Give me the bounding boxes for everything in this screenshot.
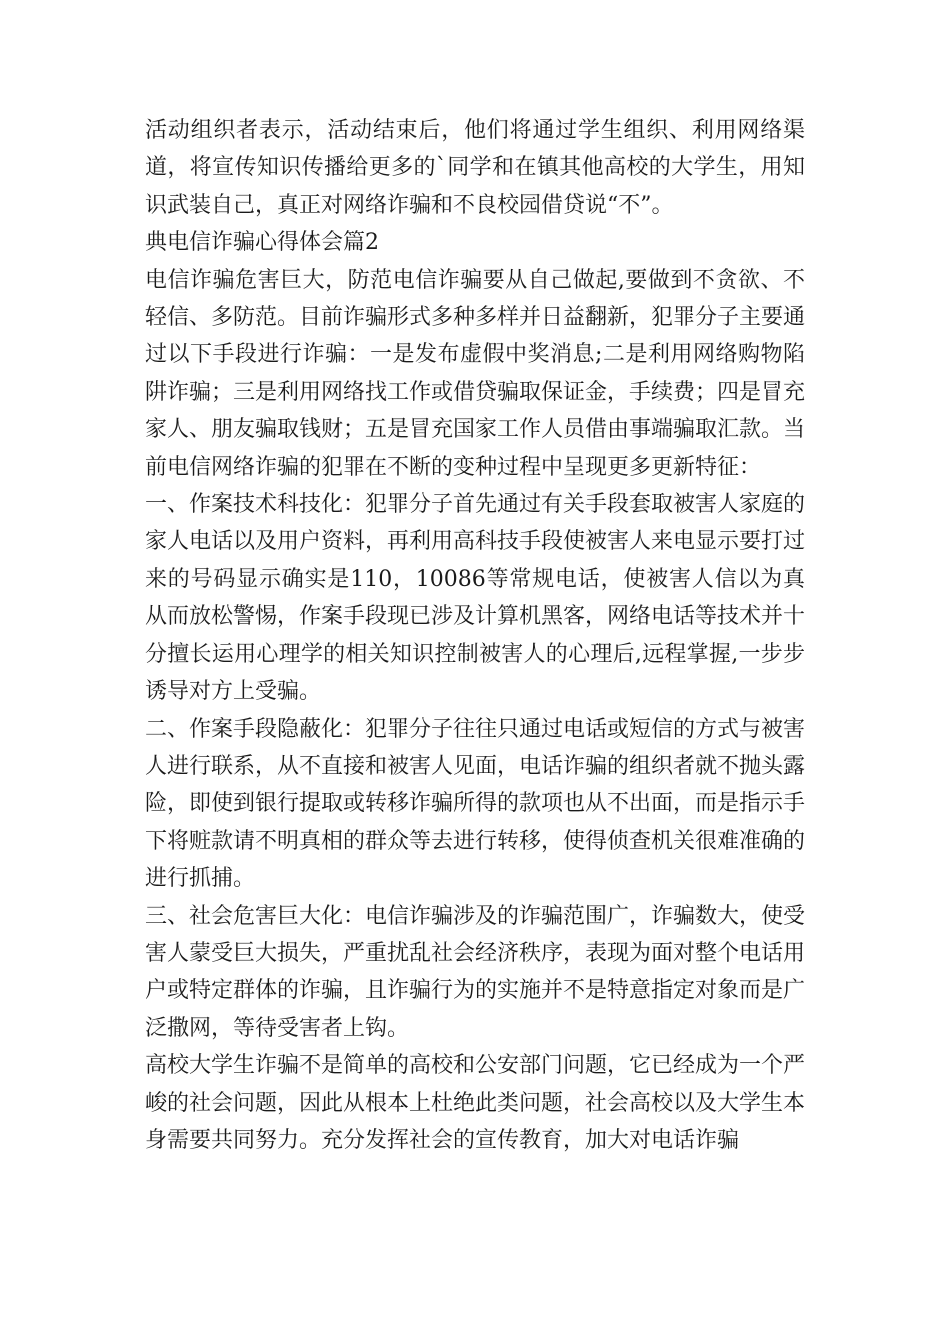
paragraph-point-three: 三、社会危害巨大化：电信诈骗涉及的诈骗范围广，诈骗数大，使受害人蒙受巨大损失，严重扰乱社会经济秩序，表现为面对整个电话用户或特定群体的诈骗，且诈骗行为的实施并不是特意指定对象而是广泛撒网，等待受害者上钩。 [145,903,806,1041]
paragraph-conclusion: 高校大学生诈骗不是简单的高校和公安部门问题，它已经成为一个严峻的社会问题，因此从根本上杜绝此类问题，社会高校以及大学生本身需要共同努力。充分发挥社会的宣传教育，加大对电话诈骗 [145,1053,806,1153]
paragraph-point-one: 一、作案技术科技化：犯罪分子首先通过有关手段套取被害人家庭的家人电话以及用户资料，再利用高科技手段使被害人来电显示要打过来的号码显示确实是110，10086等常规电话，使被害人信以为真从而放松警惕，作案手段现已涉及计算机黑客，网络电话等技术并十分擅长运用心理学的相关知识控制被害人的心理后,远程掌握,一步步诱导对方上受骗。 [145,492,806,705]
section-heading: 典电信诈骗心得体会篇2 [145,230,379,256]
paragraph-point-two: 二、作案手段隐蔽化：犯罪分子往往只通过电话或短信的方式与被害人进行联系，从不直接和被害人见面，电话诈骗的组织者就不抛头露险，即使到银行提取或转移诈骗所得的款项也从不出面，而是指示手下将赃款请不明真相的群众等去进行转移，使得侦查机关很难准确的进行抓捕。 [145,716,806,892]
document-body [145,112,805,1159]
paragraph-fraud-overview: 电信诈骗危害巨大，防范电信诈骗要从自己做起,要做到不贪欲、不轻信、多防范。目前诈骗形式多种多样并日益翻新，犯罪分子主要通过以下手段进行诈骗：一是发布虚假中奖消息;二是利用网络购物陷阱诈骗；三是利用网络找工作或借贷骗取保证金，手续费；四是冒充家人、朋友骗取钱财；五是冒充国家工作人员借由事端骗取汇款。当前电信网络诈骗的犯罪在不断的变种过程中呈现更多更新特征： [145,267,806,480]
paragraph-activity-summary: 活动组织者表示，活动结束后，他们将通过学生组织、利用网络渠道，将宣传知识传播给更多的`同学和在镇其他高校的大学生，用知识武装自己，真正对网络诈骗和不良校园借贷说“不”。 [145,118,805,218]
